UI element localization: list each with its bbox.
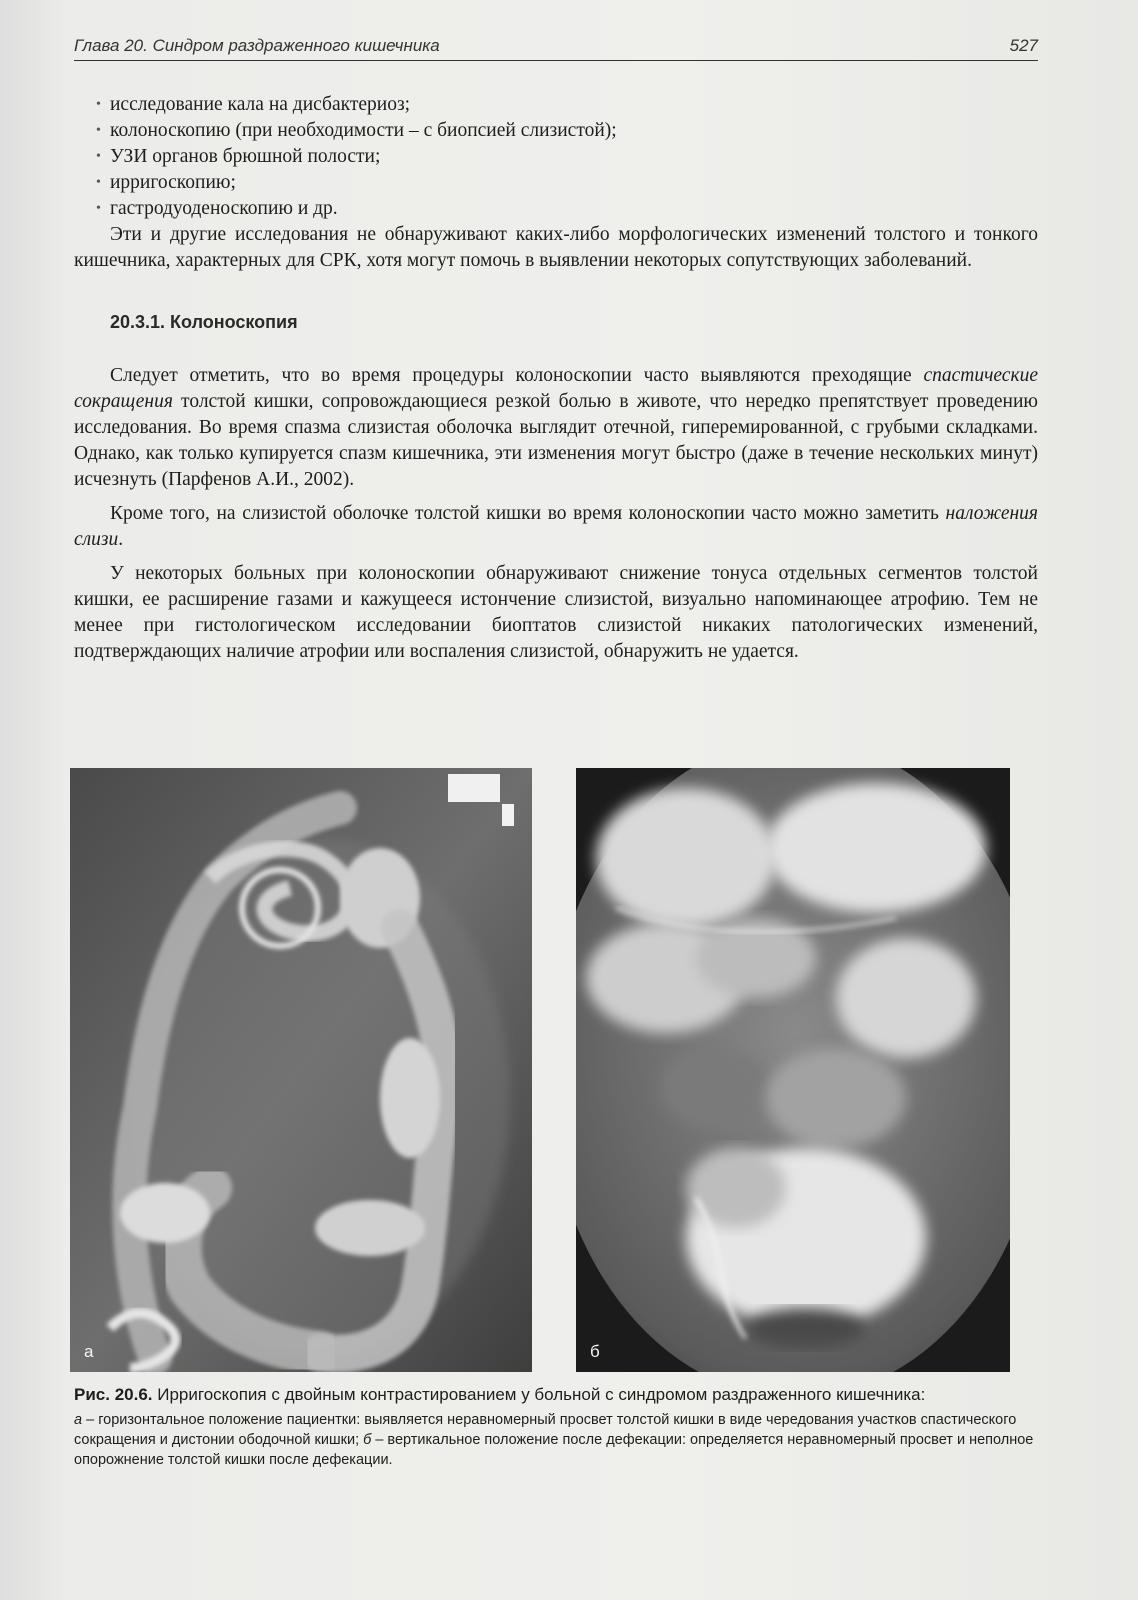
caption-text: Ирригоскопия с двойным контрастированием у больной с синдромом раздраженного кишечника: [152, 1385, 926, 1404]
detail-label-b: б [363, 1432, 372, 1448]
emphasis: спастические сокращения [74, 365, 1038, 412]
text-run: толстой кишки, сопровождающиеся резкой болью в животе, что нередко препятствует проведению исследования. Во время спазма слизистая оболочка выглядит отечной, гиперемированной, с грубыми складками. Однако, как только купируется спазм кишечника, эти изменения могут быстро (даже в течение нескольких минут) исчезнуть (Парфенов А.И., 2002). [74, 391, 1038, 490]
caption-title [74, 1384, 1038, 1406]
list-item: • исследование кала на дисбактериоз; [110, 92, 1038, 118]
paragraph-mucus [74, 501, 1038, 553]
detail-text-b: – вертикальное положение после дефекации: определяется неравномерный просвет и неполное опорожнение толстой кишки после дефекации. [74, 1432, 1034, 1468]
section-heading: 20.3.1. Колоноскопия [110, 312, 298, 332]
xray-image-b [576, 768, 1010, 1372]
xray-image-a [70, 768, 532, 1372]
text-content [74, 92, 1038, 665]
text-run: Кроме того, на слизистой оболочке толстой кишки во время колоноскопии часто можно заметить [110, 503, 946, 524]
figure-20-6 [70, 768, 1030, 1372]
list-item: • УЗИ органов брюшной полости; [110, 144, 1038, 170]
figure-caption [74, 1384, 1038, 1470]
detail-text-a: – горизонтальное положение пациентки: выявляется неравномерный просвет толстой кишки в виде чередования участков спастического сокращения и дистонии ободочной кишки; [74, 1412, 1017, 1448]
paragraph-spasm [74, 363, 1038, 493]
exam-list [74, 92, 1038, 222]
page-number: 527 [1009, 36, 1038, 55]
running-head [74, 34, 1038, 61]
panel-label-a: а [84, 1342, 94, 1361]
xray-panel-b [576, 768, 1010, 1372]
list-item: • ирригоскопию; [110, 170, 1038, 196]
xray-panel-a [70, 768, 532, 1372]
text-run: Следует отметить, что во время процедуры колоноскопии часто выявляются преходящие [110, 365, 924, 386]
panel-label-b: б [590, 1342, 600, 1361]
list-item: • гастродуоденоскопию и др. [110, 196, 1038, 222]
text-run: . [118, 529, 124, 550]
intro-paragraph: Эти и другие исследования не обнаруживают каких-либо морфологических изменений толстого и тонкого кишечника, характерных для СРК, хотя могут помочь в выявлении некоторых сопутствующих заболеваний. [74, 224, 1038, 271]
detail-label-a: а [74, 1412, 83, 1428]
caption-detail [74, 1410, 1038, 1470]
emphasis: наложения слизи [74, 503, 1038, 550]
caption-label: Рис. 20.6. [74, 1385, 153, 1404]
paragraph-atrophy: У некоторых больных при колоноскопии обнаруживают снижение тонуса отдельных сегментов толстой кишки, ее расширение газами и кажущееся истончение слизистой, визуально напоминающее атрофию. Тем не менее при гистологическом исследовании биоптатов слизистой никаких патологических изменений, подтверждающих наличие атрофии или воспаления слизистой, обнаружить не удается. [74, 563, 1038, 662]
running-title: Глава 20. Синдром раздраженного кишечника [74, 36, 440, 55]
list-item: • колоноскопию (при необходимости – с биопсией слизистой); [110, 118, 1038, 144]
